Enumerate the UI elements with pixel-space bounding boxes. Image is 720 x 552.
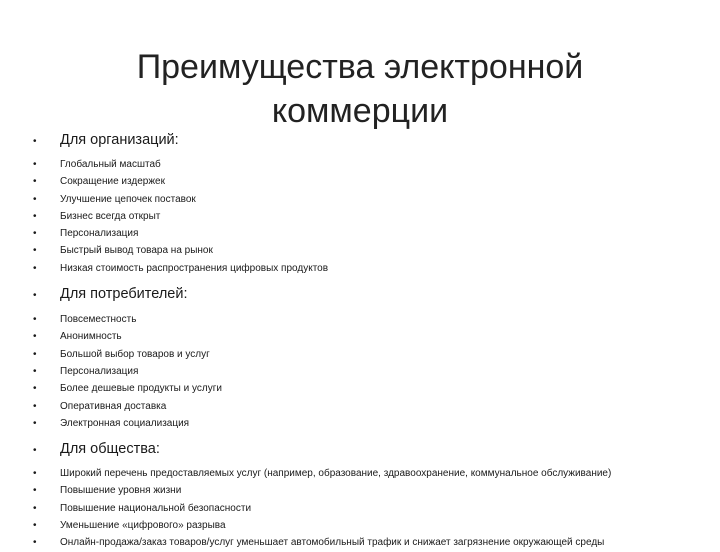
- section-organizations: [28, 130, 708, 277]
- slide-title-line-1: Преимущества электронной: [136, 47, 584, 86]
- bullet-icon: •: [33, 417, 37, 429]
- bullet-icon: •: [33, 520, 37, 532]
- list-item: • Повышение уровня жизни: [28, 482, 708, 499]
- slide-title: [0, 45, 720, 133]
- bullet-icon: •: [33, 331, 37, 343]
- bullet-icon: •: [33, 176, 37, 188]
- section-heading: [28, 130, 708, 150]
- bullet-icon: •: [33, 365, 37, 377]
- section-consumers: [28, 284, 708, 432]
- list-item: • Широкий перечень предоставляемых услуг (например, образование, здравоохранение, коммунальное обслуживание): [28, 465, 708, 482]
- list-item: • Уменьшение «цифрового» разрыва: [28, 517, 708, 534]
- bullet-icon: •: [33, 136, 37, 147]
- section-heading: [28, 439, 708, 459]
- list-item: • Большой выбор товаров и услуг: [28, 346, 708, 363]
- list-item: • Персонализация: [28, 363, 708, 380]
- bullet-icon: •: [33, 193, 37, 205]
- bullet-icon: •: [33, 228, 37, 240]
- list-item: • Анонимность: [28, 328, 708, 345]
- list-item: • Повышение национальной безопасности: [28, 500, 708, 517]
- bullet-icon: •: [33, 468, 37, 480]
- bullet-icon: •: [33, 445, 37, 457]
- section-heading-text: Для потребителей:: [60, 286, 188, 303]
- list-item: • Бизнес всегда открыт: [28, 208, 708, 225]
- list-item: • Быстрый вывод товара на рынок: [28, 242, 708, 259]
- bullet-icon: •: [33, 210, 37, 222]
- bullet-icon: •: [33, 290, 37, 302]
- list-item: • Сокращение издержек: [28, 173, 708, 190]
- bullet-icon: •: [33, 348, 37, 360]
- list-item: • Онлайн-продажа/заказ товаров/услуг уменьшает автомобильный трафик и снижает загрязнение окружающей среды: [28, 534, 708, 551]
- list-item: • Глобальный масштаб: [28, 156, 708, 173]
- bullet-icon: •: [33, 537, 37, 549]
- section-society: [28, 439, 708, 551]
- section-heading-text: Для общества:: [60, 441, 160, 458]
- bullet-list: [28, 130, 708, 552]
- list-item: • Более дешевые продукты и услуги: [28, 380, 708, 397]
- bullet-icon: •: [33, 159, 37, 170]
- bullet-icon: •: [33, 314, 37, 326]
- bullet-icon: •: [33, 400, 37, 412]
- list-item: • Улучшение цепочек поставок: [28, 191, 708, 208]
- list-item: • Оперативная доставка: [28, 398, 708, 415]
- slide-title-line-2: коммерции: [271, 91, 449, 130]
- list-item: • Электронная социализация: [28, 415, 708, 432]
- section-heading-text: Для организаций:: [60, 132, 179, 148]
- list-item: • Повсеместность: [28, 311, 708, 328]
- bullet-icon: •: [33, 383, 37, 395]
- bullet-icon: •: [33, 502, 37, 514]
- list-item: • Низкая стоимость распространения цифровых продуктов: [28, 260, 708, 277]
- bullet-icon: •: [33, 262, 37, 274]
- list-item: • Персонализация: [28, 225, 708, 242]
- section-heading: [28, 284, 708, 304]
- bullet-icon: •: [33, 485, 37, 497]
- bullet-icon: •: [33, 245, 37, 257]
